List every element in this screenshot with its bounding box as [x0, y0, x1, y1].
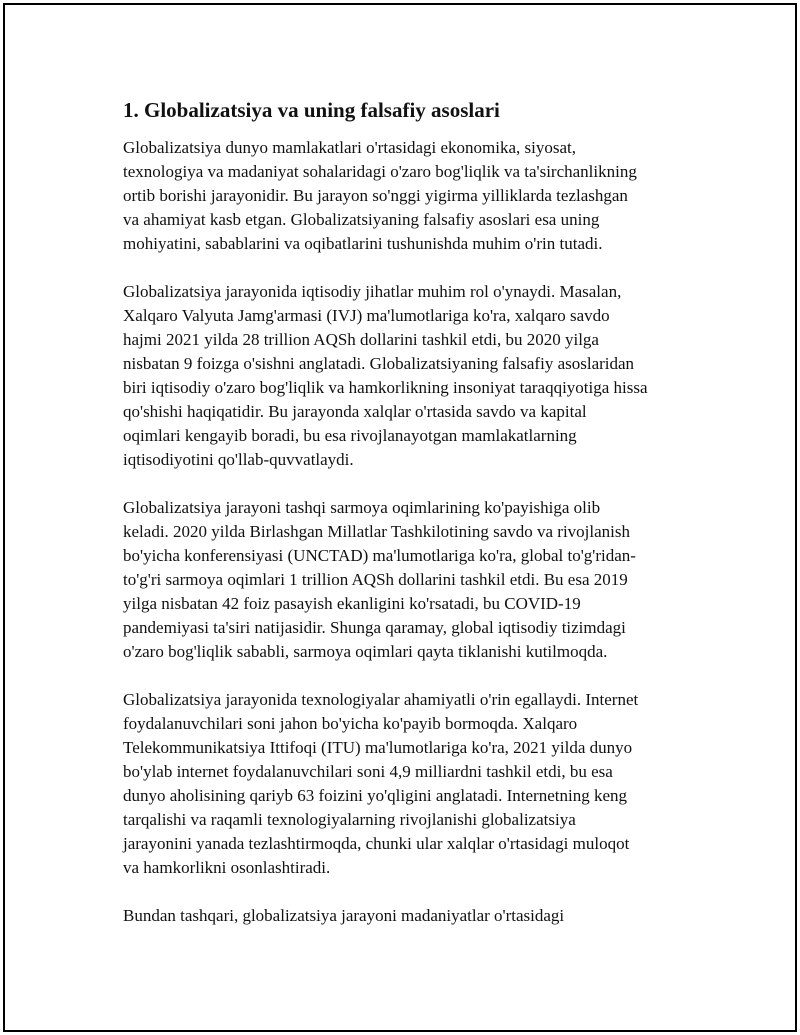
paragraph-technology: Globalizatsiya jarayonida texnologiyalar ahamiyatli o'rin egallaydi. Internet foydalanuvchilari soni jahon bo'yicha ko'payib bormoqda. Xalqaro Telekommunikatsiya Ittifoqi (ITU) ma'lumotlariga ko'ra, 2021 yilda dunyo bo'ylab internet foydalanuvchilari soni 4,9 milliardni tashkil etdi, bu esa dunyo aholisining qariyb 63 foizini yo'qligini anglatadi. Internetning keng tarqalishi va raqamli texnologiyalarning rivojlanishi globalizatsiya jarayonini yanada tezlashtirmoqda, chunki ular xalqlar o'rtasidagi muloqot va hamkorlikni osonlashtiradi. — [123, 690, 639, 877]
document-body — [123, 97, 703, 952]
paragraph-intro: Globalizatsiya dunyo mamlakatlari o'rtasidagi ekonomika, siyosat, texnologiya va madaniyat sohalaridagi o'zaro bog'liqlik va ta'sirchanlikning ortib borishi jarayonidir. Bu jarayon so'nggi yigirma yilliklarda tezlashgan va ahamiyat kasb etgan. Globalizatsiyaning falsafiy asoslari esa uning mohiyatini, sabablarini va oqibatlarini tushunishda muhim o'rin tutadi. — [123, 138, 637, 253]
paragraph-culture: Bundan tashqari, globalizatsiya jarayoni madaniyatlar o'rtasidagi — [123, 906, 565, 925]
paragraph-economy: Globalizatsiya jarayonida iqtisodiy jihatlar muhim rol o'ynaydi. Masalan, Xalqaro Valyuta Jamg'armasi (IVJ) ma'lumotlariga ko'ra, xalqaro savdo hajmi 2021 yilda 28 trillion AQSh dollarini tashkil etdi, bu 2020 yilga nisbatan 9 foizga o'sishni anglatadi. Globalizatsiyaning falsafiy asoslaridan biri iqtisodiy o'zaro bog'liqlik va hamkorlikning insoniyat taraqqiyotiga hissa qo'shishi haqiqatidir. Bu jarayonda xalqlar o'rtasida savdo va kapital oqimlari kengayib boradi, bu esa rivojlanayotgan mamlakatlarning iqtisodiyotini qo'llab-quvvatlaydi. — [123, 282, 648, 469]
page-frame — [3, 3, 797, 1032]
paragraph-investment: Globalizatsiya jarayoni tashqi sarmoya oqimlarining ko'payishiga olib keladi. 2020 yilda Birlashgan Millatlar Tashkilotining savdo va rivojlanish bo'yicha konferensiyasi (UNCTAD) ma'lumotlariga ko'ra, global to'g'ridan- to'g'ri sarmoya oqimlari 1 trillion AQSh dollarini tashkil etdi. Bu esa 2019 yilga nisbatan 42 foiz pasayish ekanligini ko'rsatadi, bu COVID-19 pandemiyasi ta'siri natijasidir. Shunga qaramay, global iqtisodiy tizimdagi o'zaro bog'liqlik sababli, sarmoya oqimlari qayta tiklanishi kutilmoqda. — [123, 498, 636, 661]
section-title: 1. Globalizatsiya va uning falsafiy asoslari — [123, 98, 500, 122]
